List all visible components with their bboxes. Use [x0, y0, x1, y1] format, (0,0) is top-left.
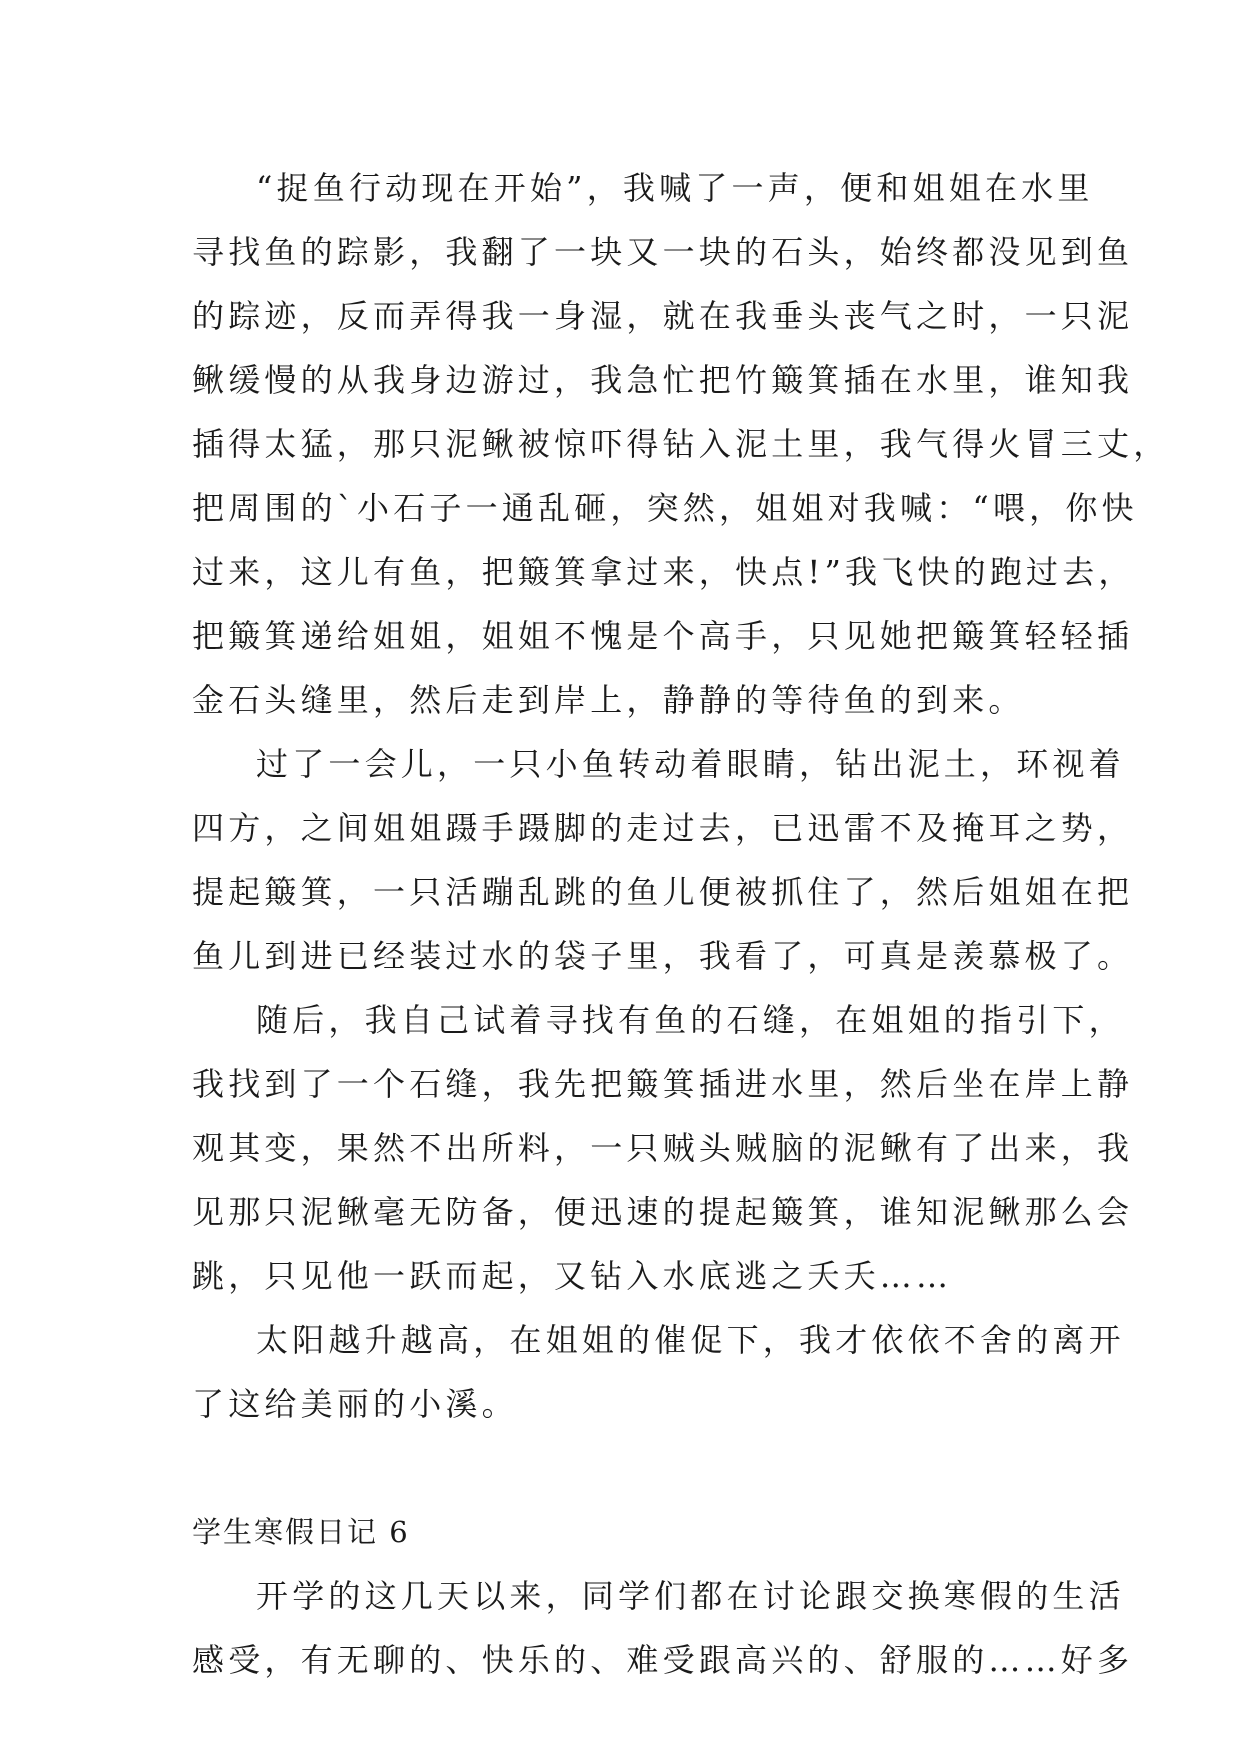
text-line: “捉鱼行动现在开始”，我喊了一声，便和姐姐在水里: [256, 169, 1094, 207]
section-spacer: [192, 1436, 1062, 1500]
text-line: 金石头缝里，然后走到岸上，静静的等待鱼的到来。: [192, 681, 1025, 719]
text-line: 过来，这儿有鱼，把簸箕拿过来，快点!”我飞快的跑过去，: [192, 553, 1135, 591]
text-line: 跳，只见他一跃而起，又钻入水底逃之夭夭……: [192, 1257, 953, 1295]
section-paragraph: [192, 1564, 1134, 1692]
text-line: 太阳越升越高，在姐姐的催促下，我才依依不舍的离开: [256, 1321, 1125, 1359]
text-line: 我找到了一个石缝，我先把簸箕插进水里，然后坐在岸上静: [192, 1065, 1134, 1103]
text-line: 感受，有无聊的、快乐的、难受跟高兴的、舒服的……好多: [192, 1641, 1134, 1679]
document-body: [192, 156, 1170, 1692]
text-line: 把簸箕递给姐姐，姐姐不愧是个高手，只见她把簸箕轻轻插: [192, 617, 1134, 655]
text-line: 开学的这几天以来，同学们都在讨论跟交换寒假的生活: [256, 1577, 1125, 1615]
text-line: 提起簸箕，一只活蹦乱跳的鱼儿便被抓住了，然后姐姐在把: [192, 873, 1134, 911]
paragraph-2: [192, 732, 1134, 988]
text-line: 见那只泥鳅毫无防备，便迅速的提起簸箕，谁知泥鳅那么会: [192, 1193, 1134, 1231]
text-line: 过了一会儿，一只小鱼转动着眼睛，钻出泥土，环视着: [256, 745, 1125, 783]
text-line: 寻找鱼的踪影，我翻了一块又一块的石头，始终都没见到鱼: [192, 233, 1134, 271]
paragraph-1: [192, 156, 1170, 732]
text-line: 鳅缓慢的从我身边游过，我急忙把竹簸箕插在水里，谁知我: [192, 361, 1134, 399]
text-line: 鱼儿到进已经装过水的袋子里，我看了，可真是羡慕极了。: [192, 937, 1134, 975]
text-line: 插得太猛，那只泥鳅被惊吓得钻入泥土里，我气得火冒三丈，: [192, 425, 1170, 463]
text-line: 四方，之间姐姐蹑手蹑脚的走过去，已迅雷不及掩耳之势，: [192, 809, 1134, 847]
paragraph-4: [192, 1308, 1125, 1436]
text-line: 的踪迹，反而弄得我一身湿，就在我垂头丧气之时，一只泥: [192, 297, 1134, 335]
text-line: 随后，我自己试着寻找有鱼的石缝，在姐姐的指引下，: [256, 1001, 1125, 1039]
section-title: 学生寒假日记 6: [192, 1515, 410, 1549]
paragraph-3: [192, 988, 1134, 1308]
text-line: 把周围的`小石子一通乱砸，突然，姐姐对我喊：“喂，你快: [192, 489, 1138, 527]
text-line: 了这给美丽的小溪。: [192, 1385, 518, 1423]
text-line: 观其变，果然不出所料，一只贼头贼脑的泥鳅有了出来，我: [192, 1129, 1134, 1167]
